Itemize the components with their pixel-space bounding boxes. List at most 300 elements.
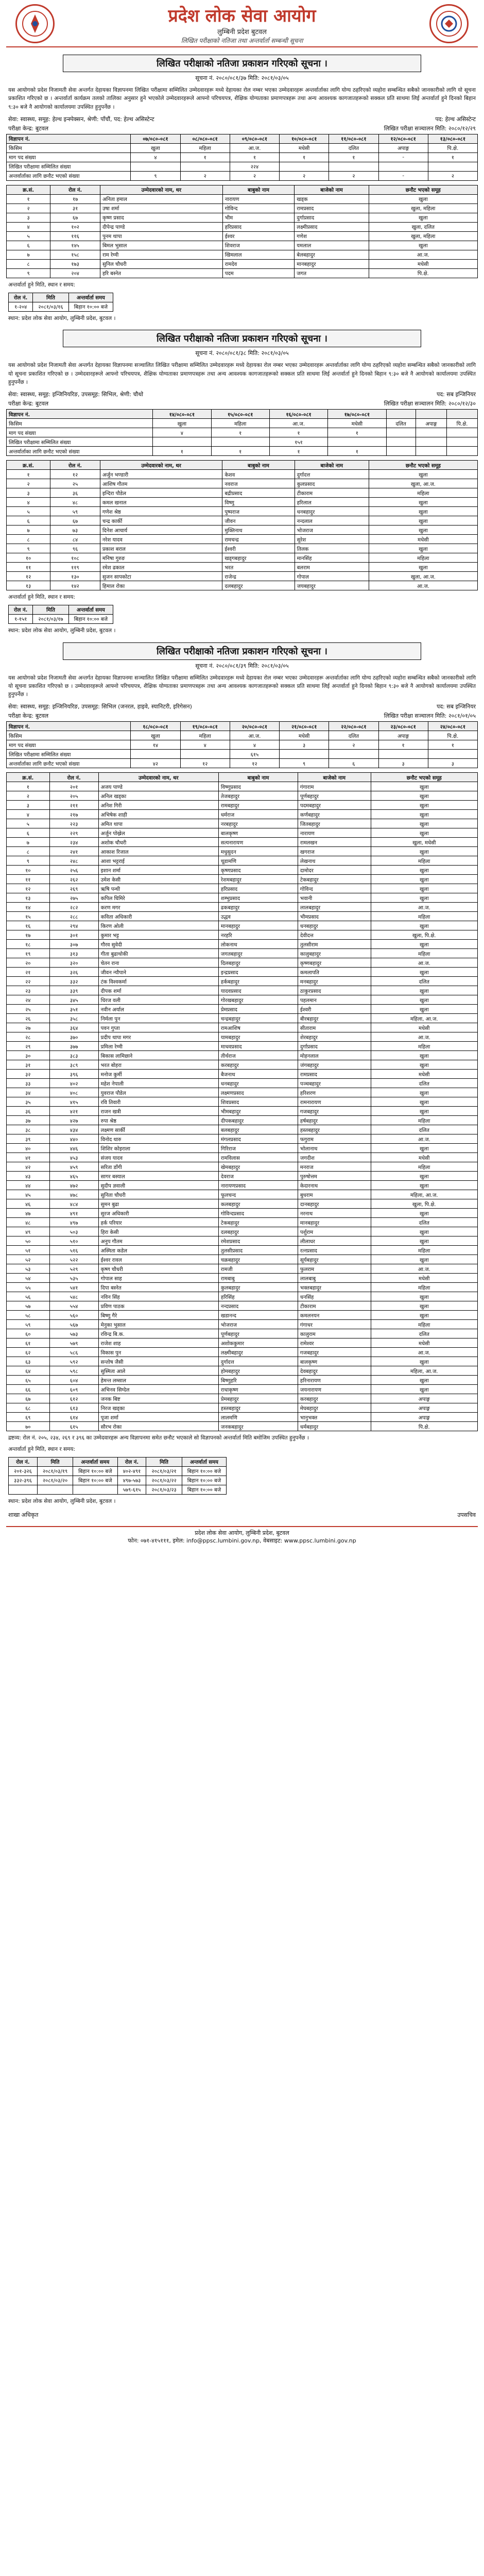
column-header: रोल नं.	[9, 1457, 38, 1466]
table-cell: खुला, महिला	[369, 231, 477, 241]
table-header-row	[9, 293, 113, 302]
table-cell: खुला, मधेसी	[371, 838, 477, 847]
table-cell: १६/०८०-०८१	[269, 410, 327, 419]
table-cell: यादवप्रसाद	[218, 986, 298, 995]
table-cell: जगत	[295, 268, 369, 278]
table-cell: चक्रबहादुर	[218, 1255, 298, 1264]
table-cell	[180, 162, 230, 171]
table-cell: हरिशरण	[298, 1088, 371, 1097]
column-header: छनौट भएको समूह	[369, 185, 477, 194]
table-cell: ११	[7, 875, 50, 884]
table-cell: २४/०८०-०८१	[428, 722, 477, 731]
table-cell: चेतन राना	[98, 958, 218, 968]
table-cell: २८८	[49, 912, 98, 921]
table-cell: खुला	[371, 1088, 477, 1097]
table-cell: आ.ज.	[230, 143, 279, 152]
table-cell: मंगलप्रसाद	[218, 1134, 298, 1144]
table-cell: जंगबहादुर	[298, 1060, 371, 1070]
table-cell: ठाकुरप्रसाद	[298, 986, 371, 995]
table-cell: पूर्णबहादुर	[218, 1329, 298, 1338]
table-row	[7, 241, 478, 250]
table-cell: १२	[50, 470, 100, 479]
table-cell: आ.ज.	[371, 1134, 477, 1144]
table-cell: देवीदत्त	[298, 930, 371, 940]
table-row	[7, 791, 478, 801]
table-cell: ४२	[7, 1162, 50, 1172]
table-cell: धर्मबहादुर	[298, 1422, 371, 1431]
table-cell: गंगाराम	[298, 782, 371, 791]
table-cell: विकास पुन	[98, 1348, 218, 1357]
table-cell	[37, 1485, 73, 1494]
table-cell: भोजराज	[295, 526, 369, 535]
table-cell: अन्तर्वार्ताका लागि छनौट भएको संख्या	[7, 171, 131, 180]
table-row	[7, 912, 478, 921]
table-cell: महिला	[369, 553, 477, 563]
table-cell: ६१३	[49, 1403, 98, 1413]
table-cell: १०/०८०-०८१	[280, 134, 329, 143]
table-cell: महिला	[371, 1042, 477, 1051]
section-meta: सूचना नं. २०८०/०८१/३९ मिति: २०८१/०३/०५	[195, 662, 289, 669]
table-cell: ३	[428, 759, 477, 768]
table-cell: महेश नेपाली	[98, 1079, 218, 1088]
table-cell: दलित	[386, 419, 416, 428]
table-cell: राम रेग्मी	[100, 250, 223, 259]
table-cell: २५६	[49, 866, 98, 875]
table-cell: मधेसी	[371, 1070, 477, 1079]
table-cell: ५४	[7, 1274, 50, 1283]
table-cell: भीमप्रसाद	[298, 912, 371, 921]
table-row	[7, 1218, 478, 1227]
table-cell: ६२	[7, 1348, 50, 1357]
table-cell: जीवन न्यौपाने	[98, 968, 218, 977]
table-row	[7, 801, 478, 810]
table-cell: ५८६	[49, 1348, 98, 1357]
table-cell: ५९	[7, 1320, 50, 1329]
table-cell: बुधराम	[298, 1190, 371, 1199]
table-cell: जनक बिष्ट	[98, 1394, 218, 1403]
table-cell: २९४	[49, 921, 98, 930]
table-cell: ३६४	[49, 1023, 98, 1032]
table-cell: खुला	[371, 1311, 477, 1320]
table-cell: ३८९	[49, 1060, 98, 1070]
table-cell: ४८४	[49, 1199, 98, 1209]
exam-left: परीक्षा केन्द्र: बुटवल	[8, 125, 49, 132]
table-cell: ११/०८०-०८१	[329, 134, 378, 143]
table-cell: सुमन बुढा	[98, 1199, 218, 1209]
exam-info	[8, 400, 476, 408]
table-row	[7, 1014, 478, 1023]
table-cell: खुला	[371, 1060, 477, 1070]
table-cell: राधाकृष्ण	[218, 1385, 298, 1394]
table-row	[7, 819, 478, 828]
table-cell: खुला	[371, 1376, 477, 1385]
table-row	[7, 1209, 478, 1218]
table-row	[7, 1357, 478, 1366]
table-header-row	[7, 461, 478, 470]
table-cell: दुर्गादत्त	[295, 470, 369, 479]
table-cell	[328, 437, 386, 447]
table-cell: अन्तर्वार्ताका लागि छनौट भएको संख्या	[7, 759, 131, 768]
interview-note: अन्तर्वार्ता हुने मिति, स्थान र समय:	[8, 594, 76, 601]
table-cell: मधेसी	[369, 535, 477, 544]
table-row	[7, 134, 478, 143]
table-cell: ४२	[131, 759, 180, 768]
table-cell: १३०	[50, 572, 100, 581]
table-cell: हरि बस्नेत	[100, 268, 223, 278]
table-cell: खुला	[371, 1255, 477, 1264]
notice-header	[6, 0, 478, 47]
column-header: रोल नं.	[117, 1457, 146, 1466]
table-cell: खुला	[371, 810, 477, 819]
table-cell: ४४०	[49, 1134, 98, 1144]
table-cell: बालकृष्ण	[218, 828, 298, 838]
table-cell: देवबहादुर	[298, 1366, 371, 1376]
candidate-table	[6, 772, 478, 1431]
table-cell: बिहान १०:०० बजे	[182, 1485, 226, 1494]
table-cell: फूलचन्द	[218, 1190, 298, 1199]
table-cell: ८४	[50, 535, 100, 544]
table-cell: ५९८	[49, 1366, 98, 1376]
table-cell: इन्द्रप्रसाद	[218, 968, 298, 977]
table-cell: ६३	[7, 1357, 50, 1366]
commission-subtitle2: लिखित परीक्षाको नतिजा तथा अन्तर्वार्ता सम्बन्धी सूचना	[181, 37, 303, 44]
table-cell: १५१	[269, 437, 327, 447]
table-row	[7, 847, 478, 856]
table-row	[7, 1227, 478, 1236]
table-row	[7, 194, 478, 204]
interview-place: स्थान: प्रदेश लोक सेवा आयोग, लुम्बिनी प्रदेश, बुटवल ।	[8, 1498, 116, 1504]
table-cell	[416, 410, 447, 419]
table-row	[7, 958, 478, 968]
table-row	[7, 1190, 478, 1199]
table-cell: रामदेव	[222, 259, 295, 268]
section-title: लिखित परीक्षाको नतिजा प्रकाशन गरिएको सूचना ।	[63, 330, 421, 347]
table-cell: इन्दिरा पौडेल	[100, 488, 222, 498]
exam-right: लिखित परीक्षा सञ्चालन मिति: २०८०/१२/२९	[384, 125, 476, 132]
table-row	[7, 1255, 478, 1264]
table-cell: लोकनाथ	[218, 940, 298, 949]
table-cell	[416, 428, 447, 437]
table-cell: १६	[7, 921, 50, 930]
exam-left: परीक्षा केन्द्र: बुटवल	[8, 400, 49, 408]
table-cell: रामजी	[218, 1264, 298, 1274]
table-cell: मानबहादुर	[298, 1218, 371, 1227]
column-header: उम्मेदवारको नाम, थर	[98, 773, 218, 782]
table-cell: ३०१	[49, 930, 98, 940]
table-cell: १	[328, 428, 386, 437]
table-cell: कालुबहादुर	[298, 949, 371, 958]
table-row	[7, 1172, 478, 1181]
table-cell: जगतबहादुर	[218, 949, 298, 958]
table-cell: ३१	[7, 1060, 50, 1070]
table-cell: धनसिंह	[298, 1292, 371, 1301]
table-cell: सुजन सापकोटा	[100, 572, 222, 581]
table-cell: १५/०८०-०८१	[211, 410, 269, 419]
column-header: उम्मेदवारको नाम, थर	[100, 461, 222, 470]
notice-section-2	[6, 330, 478, 635]
table-cell: महिला, आ.ज.	[371, 1014, 477, 1023]
table-cell: १३/०८०-०८१	[428, 134, 477, 143]
column-header: अन्तर्वार्ता समय	[73, 1457, 117, 1466]
table-cell: ४३४	[49, 1125, 98, 1134]
table-cell: किसिम	[7, 731, 131, 740]
table-cell	[73, 1485, 117, 1494]
table-cell: २११	[49, 801, 98, 810]
table-cell: पि.क्षे.	[369, 268, 477, 278]
table-row	[7, 866, 478, 875]
table-row	[7, 1385, 478, 1394]
table-cell: ६६	[7, 1385, 50, 1394]
table-cell: ३२०	[49, 958, 98, 968]
table-cell: ५०३	[49, 1227, 98, 1236]
table-cell: विनोद थारु	[98, 1134, 218, 1144]
table-cell: मनोज कुर्मी	[98, 1070, 218, 1079]
table-header-row	[9, 605, 113, 614]
table-cell: ११	[7, 563, 50, 572]
table-cell: निरज खड्का	[98, 1403, 218, 1413]
table-cell: १	[7, 194, 50, 204]
table-cell: नरेश यादव	[100, 535, 222, 544]
table-row	[7, 470, 478, 479]
table-cell: पि.क्षे.	[371, 1422, 477, 1431]
table-cell: ९	[7, 268, 50, 278]
table-cell: गोविन्द	[298, 884, 371, 893]
service-info	[8, 115, 476, 123]
table-cell: बिष्णु गैरे	[98, 1311, 218, 1320]
exam-right: लिखित परीक्षा सञ्चालन मिति: २०८१/०१/०५	[384, 713, 476, 720]
table-row	[7, 572, 478, 581]
table-cell: ९	[7, 544, 50, 553]
table-cell: राजन खत्री	[98, 1107, 218, 1116]
table-row	[7, 903, 478, 912]
table-cell: खडानन्द	[218, 1311, 298, 1320]
table-cell: ४	[131, 152, 180, 162]
table-cell: ३८३	[49, 1051, 98, 1060]
table-row	[7, 1301, 478, 1311]
table-cell: ३६	[7, 1107, 50, 1116]
table-cell: ४	[153, 428, 211, 437]
table-cell: ४१	[7, 1153, 50, 1162]
table-cell: विज्ञापन नं.	[7, 722, 131, 731]
table-cell: ४९७	[49, 1218, 98, 1227]
table-row	[9, 1466, 227, 1476]
table-cell: अशोककुमार	[218, 1338, 298, 1348]
table-cell: ०९/०८०-०८१	[230, 134, 279, 143]
advertisement-table	[6, 409, 478, 456]
table-cell: माग पद संख्या	[7, 740, 131, 750]
table-row	[7, 1320, 478, 1329]
table-row	[7, 1051, 478, 1060]
table-cell: ७०	[7, 1422, 50, 1431]
table-cell: ५	[7, 819, 50, 828]
table-row	[7, 740, 478, 750]
table-cell: ६७	[50, 213, 100, 222]
table-cell: सरिता डाँगी	[98, 1162, 218, 1172]
table-cell: ३३	[7, 1079, 50, 1088]
table-cell: खुला, पि.क्षे.	[371, 1199, 477, 1209]
table-cell: ३५१	[49, 1005, 98, 1014]
table-cell: २१७	[49, 810, 98, 819]
table-cell: सुस्मिता आले	[98, 1366, 218, 1376]
table-row	[7, 268, 478, 278]
table-row	[7, 1311, 478, 1320]
table-row	[7, 856, 478, 866]
table-cell: ६४	[7, 1366, 50, 1376]
table-cell: हस्तबहादुर	[218, 1403, 298, 1413]
table-cell: दुर्गादत्त	[218, 1357, 298, 1366]
table-cell: ६९	[7, 1413, 50, 1422]
table-cell: ३	[7, 801, 50, 810]
service-left: सेवा: स्वास्थ्य, समूह: हेल्थ इन्स्पेक्सन, श्रेणी: पाँचौं, पद: हेल्थ असिस्टेन्ट	[8, 115, 154, 123]
exam-right: लिखित परीक्षा सञ्चालन मिति: २०८०/१२/३०	[384, 400, 476, 408]
table-cell: २	[180, 171, 230, 180]
table-cell: बालकृष्ण	[298, 1357, 371, 1366]
table-cell: ५५	[7, 1283, 50, 1292]
table-cell: टीकाराम	[298, 1301, 371, 1311]
table-cell: सौरभ रोका	[98, 1422, 218, 1431]
table-row	[7, 581, 478, 590]
table-cell: लिखित परीक्षामा सम्मिलित संख्या	[7, 750, 131, 759]
table-cell: अपाङ्ग	[371, 1403, 477, 1413]
table-cell: १	[428, 152, 477, 162]
table-cell: ६८	[7, 1403, 50, 1413]
table-cell: १७३	[50, 259, 100, 268]
table-row	[7, 1153, 478, 1162]
table-cell	[329, 750, 378, 759]
table-cell: ५६७	[49, 1320, 98, 1329]
commission-title: प्रदेश लोक सेवा आयोग	[168, 6, 316, 26]
table-cell: खुला	[371, 1144, 477, 1153]
interview-place: स्थान: प्रदेश लोक सेवा आयोग, लुम्बिनी प्रदेश, बुटवल ।	[8, 315, 116, 321]
table-cell: नारायणप्रसाद	[218, 1181, 298, 1190]
table-cell: महिला	[371, 1320, 477, 1329]
table-cell: ६	[329, 759, 378, 768]
table-cell: माग पद संख्या	[7, 428, 153, 437]
table-cell: खुला, आ.ज.	[369, 479, 477, 488]
table-cell: २३४	[49, 838, 98, 847]
table-cell: अमित थापा	[98, 819, 218, 828]
table-cell	[131, 750, 180, 759]
candidate-table	[6, 185, 478, 278]
table-cell: ३६	[50, 488, 100, 498]
table-cell	[131, 162, 180, 171]
table-cell: १-२०४	[9, 302, 33, 311]
table-cell	[153, 437, 211, 447]
table-cell	[386, 428, 416, 437]
table-cell: भरत बोहरा	[98, 1060, 218, 1070]
table-cell: मोहनलाल	[298, 1051, 371, 1060]
table-cell: ४७	[7, 1209, 50, 1218]
table-cell: दामोदर	[298, 866, 371, 875]
table-cell: ८	[7, 847, 50, 856]
table-cell: १-१५१	[9, 614, 33, 623]
table-cell: भवानी	[298, 893, 371, 903]
table-cell: सुरज अधिकारी	[98, 1209, 218, 1218]
table-cell: ५२९	[49, 1264, 98, 1274]
table-cell: खुला	[371, 1227, 477, 1236]
table-cell: खुला	[369, 241, 477, 250]
table-cell: बिहान १०:०० बजे	[73, 1466, 117, 1476]
table-cell: गिरिराज	[218, 1144, 298, 1153]
table-cell: १	[180, 152, 230, 162]
table-row	[7, 1274, 478, 1283]
table-cell: ५९	[50, 507, 100, 516]
table-cell: प्रेमबहादुर	[218, 1394, 298, 1403]
table-cell: खुला	[371, 801, 477, 810]
table-cell: ४२१	[49, 1107, 98, 1116]
table-cell: ५	[7, 231, 50, 241]
table-cell: कृष्णबहादुर	[298, 958, 371, 968]
table-cell: २८२	[49, 903, 98, 912]
table-cell: २७	[7, 1023, 50, 1032]
table-row	[7, 143, 478, 152]
column-header: क्र.सं.	[7, 185, 50, 194]
table-cell: प्रेमप्रसाद	[218, 1005, 298, 1014]
table-row	[7, 949, 478, 958]
table-cell: ६१४	[49, 1413, 98, 1422]
table-row	[7, 722, 478, 731]
table-cell: ५	[7, 507, 50, 516]
table-cell: पि.क्षे.	[428, 731, 477, 740]
table-cell: नविन सिंह	[98, 1292, 218, 1301]
table-cell: मनराज	[298, 1162, 371, 1172]
table-cell: खुला	[371, 1097, 477, 1107]
table-row	[7, 1088, 478, 1097]
table-cell: ४१५	[49, 1097, 98, 1107]
table-cell: पि.क्षे.	[447, 419, 478, 428]
table-cell: २०४	[50, 268, 100, 278]
table-row	[7, 986, 478, 995]
table-row	[7, 810, 478, 819]
table-cell: २१/०८०-०८१	[280, 722, 329, 731]
table-cell: लालबहादुर	[298, 903, 371, 912]
table-cell: टेकबहादुर	[298, 875, 371, 884]
table-cell: दिपा बस्नेत	[98, 1283, 218, 1292]
table-row	[7, 1422, 478, 1431]
nepal-emblem-icon	[15, 4, 55, 43]
table-cell: १५८	[50, 250, 100, 259]
table-cell: बलराम	[295, 563, 369, 572]
table-cell: १४	[7, 903, 50, 912]
table-cell: ४९	[7, 1227, 50, 1236]
table-cell: ७	[7, 250, 50, 259]
table-row	[7, 1413, 478, 1422]
table-cell: मधेसी	[371, 1023, 477, 1032]
commission-subtitle: लुम्बिनी प्रदेश बुटवल	[217, 28, 267, 36]
table-cell: खुला	[371, 995, 477, 1005]
table-cell: बिहान १०:०० बजे	[182, 1466, 226, 1476]
table-cell: अर्जुन पोख्रेल	[98, 828, 218, 838]
table-cell: खुला	[371, 828, 477, 838]
table-cell: २०/०८०-०८१	[230, 722, 279, 731]
column-header: अन्तर्वार्ता समय	[182, 1457, 226, 1466]
table-cell: १	[280, 152, 329, 162]
table-cell: ३१३	[49, 949, 98, 958]
table-cell: ६	[7, 828, 50, 838]
table-cell: सुदीप ज्ञवाली	[98, 1181, 218, 1190]
table-cell: २०८१/०३/२३	[146, 1485, 182, 1494]
table-cell: बिहान १०:०० बजे	[73, 1476, 117, 1485]
table-cell: नन्दलाल	[295, 516, 369, 526]
table-row	[7, 1032, 478, 1042]
table-cell: खुला	[371, 866, 477, 875]
table-cell: ४७८	[49, 1190, 98, 1199]
table-row	[9, 1476, 227, 1485]
table-cell: खुला	[371, 1107, 477, 1116]
table-cell: भरत	[222, 563, 295, 572]
table-cell: बीरबहादुर	[298, 1014, 371, 1023]
table-cell: हरिप्रसाद	[222, 222, 295, 231]
